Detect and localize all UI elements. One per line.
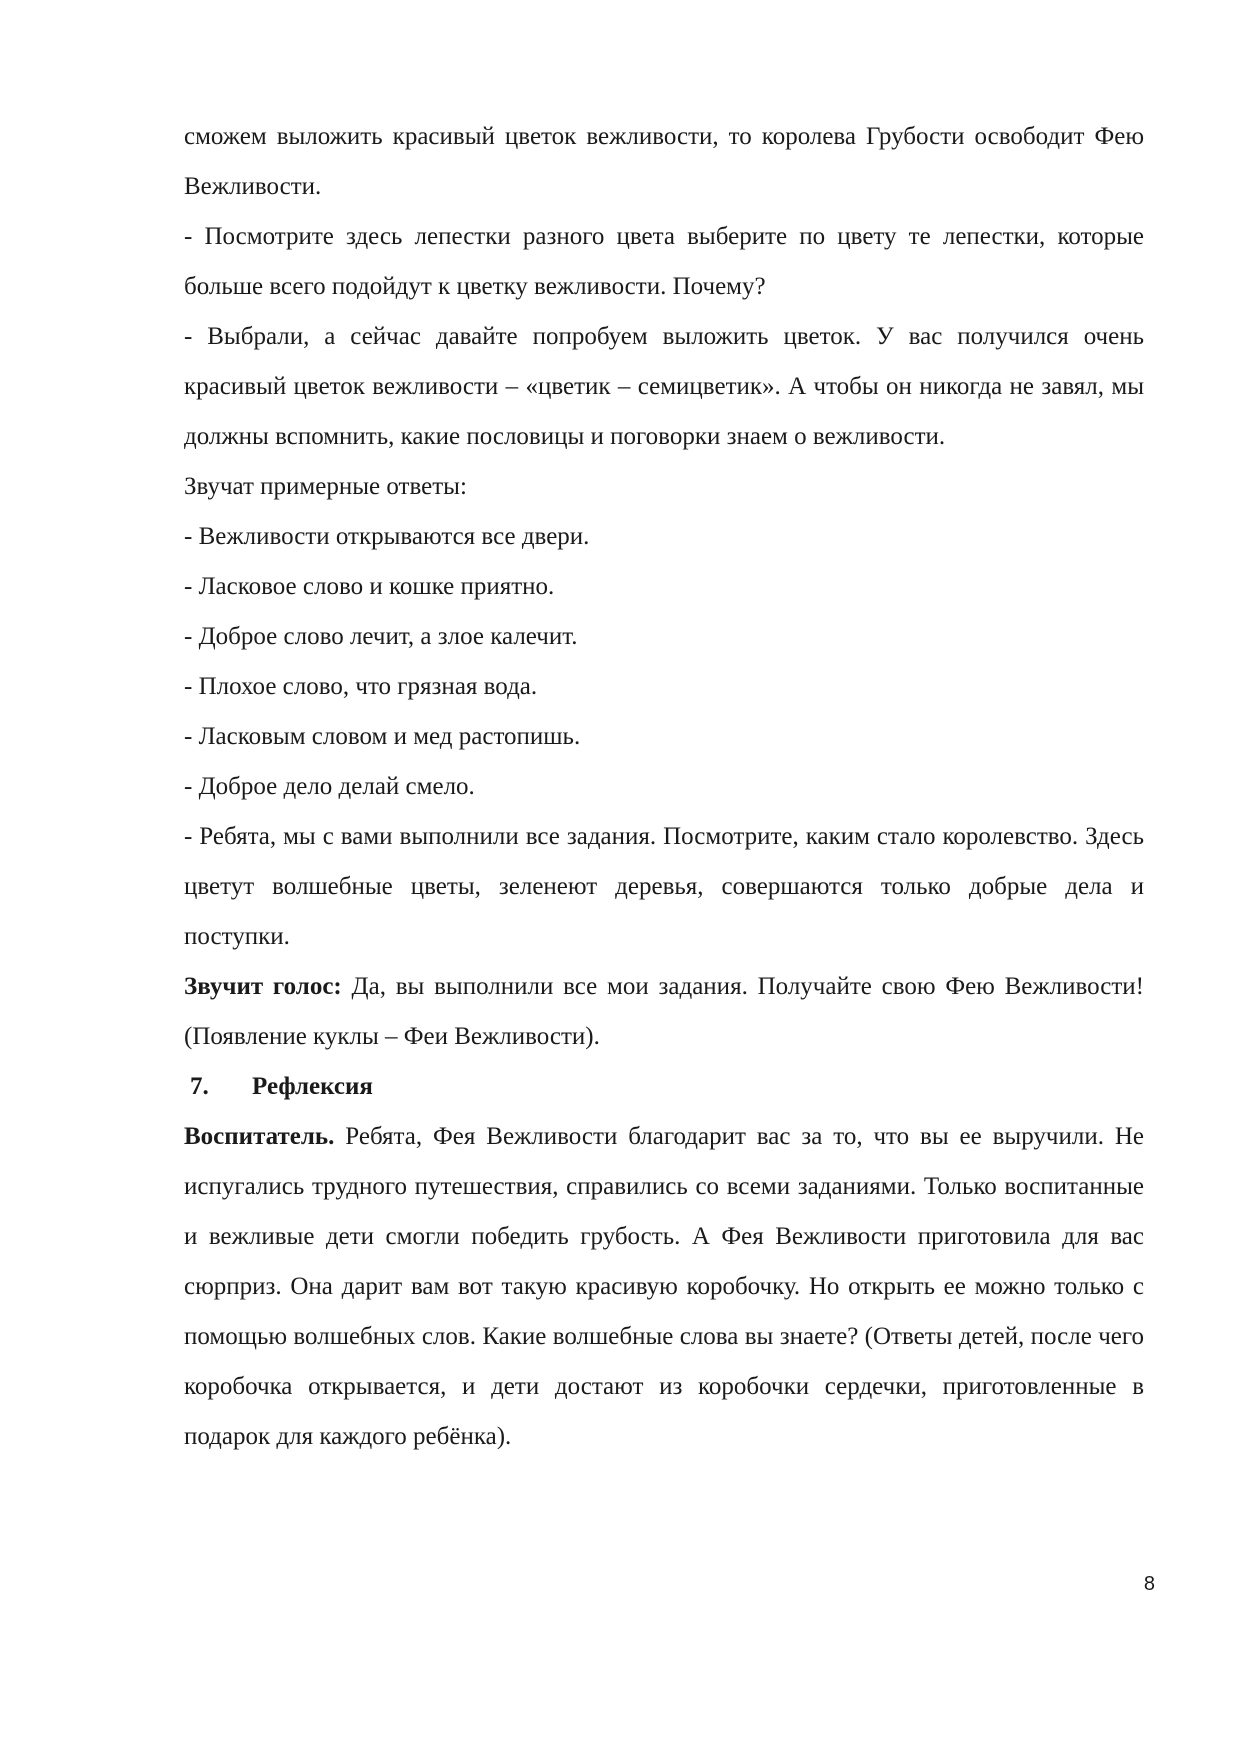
answers-intro: Звучат примерные ответы:	[184, 473, 467, 500]
teacher-text: Ребята, Фея Вежливости благодарит вас за то, что вы ее выручили. Не испугались трудного путешествия, справились со всеми заданиями. Только воспитанные и вежливые дети смогли победить грубость. А Фея Вежливости приготовила для вас сюрприз. Она дарит вам вот такую красивую коробочку. Но открыть ее можно только с помощью волшебных слов. Какие волшебные слова вы знаете? (Ответы детей, после чего коробочка открывается, и дети достают из коробочки сердечки, приготовленные в подарок для каждого ребёнка).	[184, 1123, 1144, 1450]
paragraph: - Выбрали, а сейчас давайте попробуем выложить цветок. У вас получился очень красивый цветок вежливости – «цветик – семицветик». А чтобы он никогда не завял, мы должны вспомнить, какие пословицы и поговорки знаем о вежливости.	[184, 323, 1144, 450]
page-content	[184, 112, 1144, 1462]
proverb-item: - Доброе слово лечит, а злое калечит.	[184, 623, 578, 650]
proverb-item: - Доброе дело делай смело.	[184, 773, 475, 800]
teacher-label: Воспитатель.	[184, 1123, 335, 1150]
voice-label: Звучит голос:	[184, 973, 342, 1000]
paragraph: сможем выложить красивый цветок вежливости, то королева Грубости освободит Фею Вежливости.	[184, 123, 1144, 200]
section-heading	[184, 1062, 1144, 1112]
proverb-item: - Ласковое слово и кошке приятно.	[184, 573, 555, 600]
voice-paragraph	[184, 962, 1144, 1062]
voice-text: Да, вы выполнили все мои задания. Получайте свою Фею Вежливости! (Появление куклы – Феи Вежливости).	[184, 973, 1145, 1050]
page-number: 8	[1143, 1573, 1155, 1595]
teacher-paragraph	[184, 1112, 1144, 1462]
section-number: 7.	[190, 1073, 209, 1100]
proverb-item: - Вежливости открываются все двери.	[184, 523, 590, 550]
paragraph: - Посмотрите здесь лепестки разного цвета выберите по цвету те лепестки, которые больше всего подойдут к цветку вежливости. Почему?	[184, 223, 1144, 300]
section-title: Рефлексия	[252, 1073, 373, 1100]
proverb-item: - Ласковым словом и мед растопишь.	[184, 723, 581, 750]
proverb-item: - Плохое слово, что грязная вода.	[184, 673, 538, 700]
tasks-done-paragraph: - Ребята, мы с вами выполнили все задания. Посмотрите, каким стало королевство. Здесь цветут волшебные цветы, зеленеют деревья, совершаются только добрые дела и поступки.	[184, 823, 1144, 950]
